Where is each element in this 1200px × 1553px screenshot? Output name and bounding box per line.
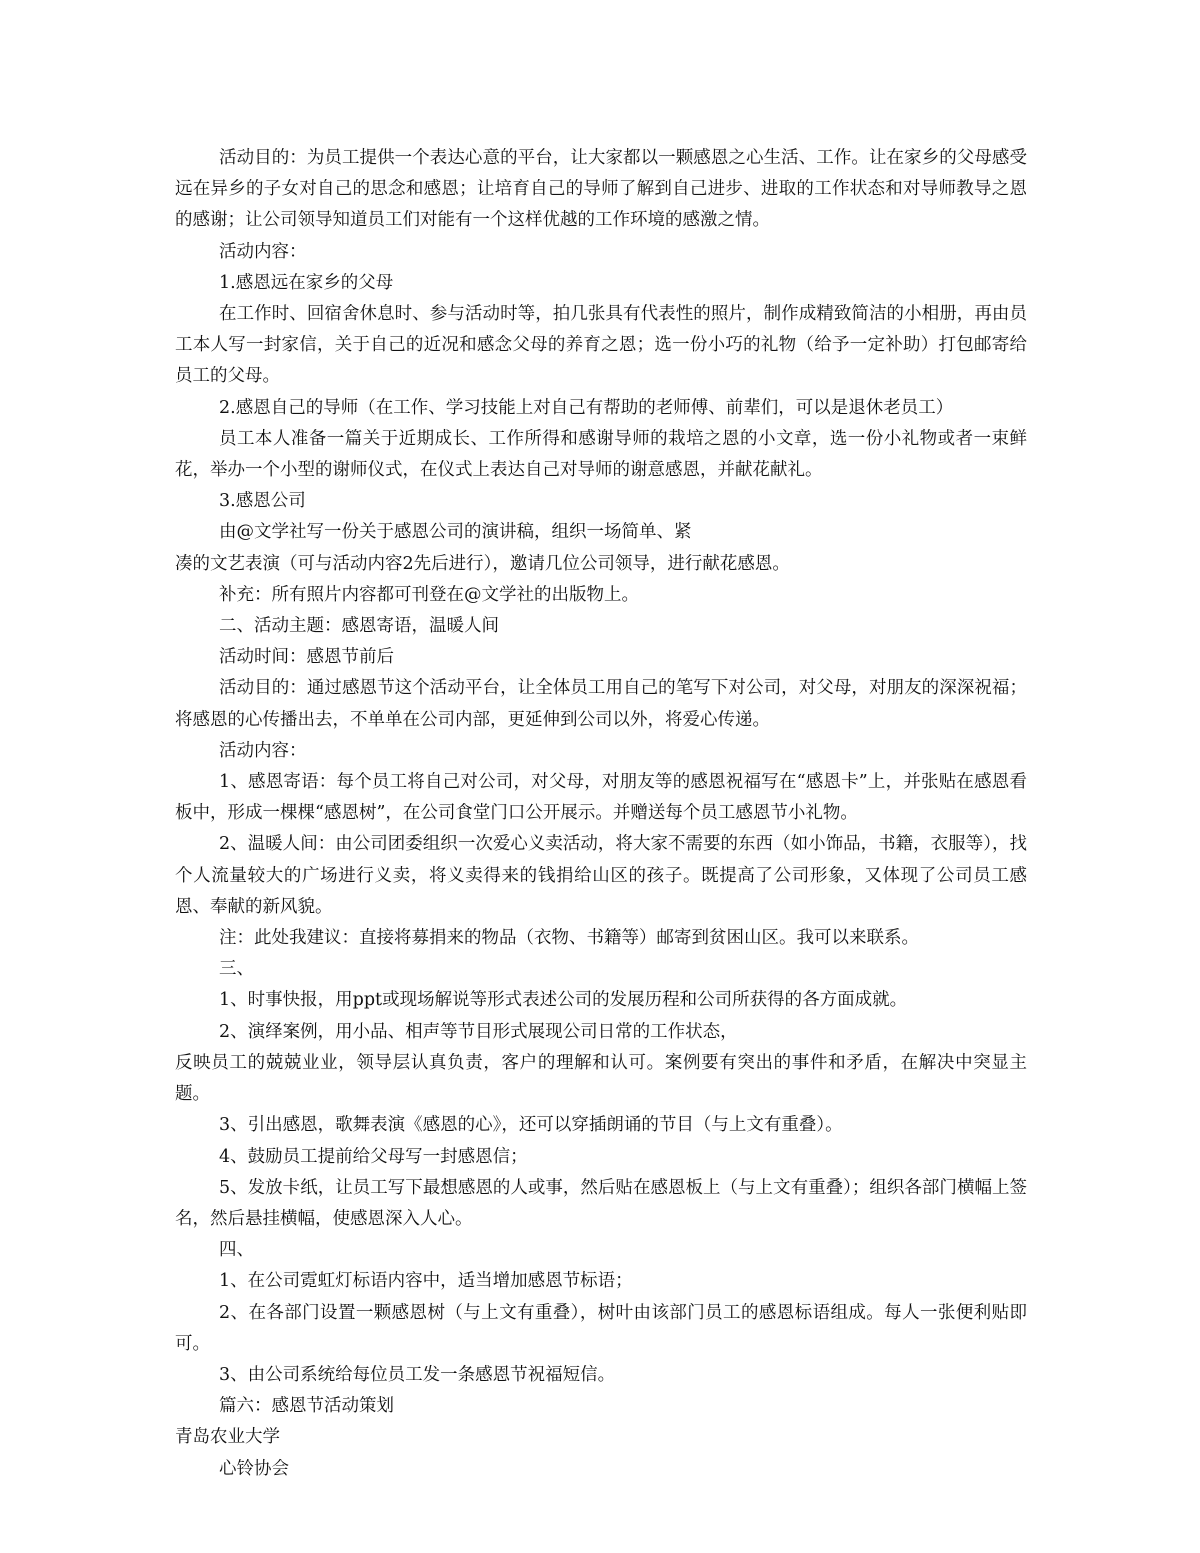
paragraph-parents-details: 在工作时、回宿舍休息时、参与活动时等，拍几张具有代表性的照片，制作成精致简洁的小相册，再由员工本人写一封家信，关于自己的近况和感念父母的养育之恩；选一份小巧的礼物（给予一定补助）打包邮寄给员工的父母。 [175, 304, 1027, 387]
paragraph-chapter-six-title: 篇六：感恩节活动策划 [219, 1396, 394, 1417]
paragraph-activity-time: 活动时间：感恩节前后 [219, 647, 394, 668]
paragraph-letter-to-parents: 4、鼓励员工提前给父母写一封感恩信； [219, 1146, 528, 1167]
paragraph-activity-purpose: 活动目的：为员工提供一个表达心意的平台，让大家都以一颗感恩之心生活、工作。让在家乡的父母感受远在异乡的子女对自己的思念和感恩；让培育自己的导师了解到自己进步、进取的工作状态和对导师教导之恩的感谢；让公司领导知道员工们对能有一个这样优越的工作环境的感激之情。 [175, 148, 1027, 231]
paragraph-thanks-tree: 2、在各部门设置一颗感恩树（与上文有重叠），树叶由该部门员工的感恩标语组成。每人一张便利贴即可。 [175, 1302, 1027, 1354]
paragraph-lead-thanks: 3、引出感恩，歌舞表演《感恩的心》，还可以穿插朗诵的节目（与上文有重叠）。 [219, 1115, 843, 1136]
paragraph-thanks-message: 1、感恩寄语：每个员工将自己对公司，对父母，对朋友等的感恩祝福写在“感恩卡”上，并张贴在感恩看板中，形成一棵棵“感恩树”，在公司食堂门口公开展示。并赠送每个员工感恩节小礼物。 [175, 772, 1027, 824]
paragraph-sms-greeting: 3、由公司系统给每位员工发一条感恩节祝福短信。 [219, 1364, 616, 1385]
paragraph-company-details-1: 由@文学社写一份关于感恩公司的演讲稿，组织一场简单、紧 [219, 522, 692, 543]
paragraph-item-thank-parents: 1.感恩远在家乡的父母 [219, 272, 394, 293]
paragraph-neon-slogans: 1、在公司霓虹灯标语内容中，适当增加感恩节标语； [219, 1271, 633, 1292]
paragraph-case-performance-2: 反映员工的兢兢业业，领导层认真负责，客户的理解和认可。案例要有突出的事件和矛盾，在解决中突显主题。 [175, 1052, 1027, 1105]
paragraph-section-two-purpose: 活动目的：通过感恩节这个活动平台，让全体员工用自己的笔写下对公司，对父母，对朋友的深深祝福；将感恩的心传播出去，不单单在公司内部，更延伸到公司以外，将爱心传递。 [175, 678, 1027, 730]
paragraph-cards: 5、发放卡纸，让员工写下最想感恩的人或事，然后贴在感恩板上（与上文有重叠）；组织各部门横幅上签名，然后悬挂横幅，使感恩深入人心。 [175, 1177, 1027, 1229]
paragraph-item-thank-mentors: 2.感恩自己的导师（在工作、学习技能上对自己有帮助的老师傅、前辈们，可以是退休老员工） [219, 397, 954, 418]
paragraph-news-flash: 1、时事快报，用ppt或现场解说等形式表述公司的发展历程和公司所获得的各方面成就。 [219, 990, 908, 1011]
paragraph-section-four-heading: 四、 [219, 1240, 254, 1261]
paragraph-case-performance-1: 2、演绎案例，用小品、相声等节目形式展现公司日常的工作状态， [219, 1021, 738, 1042]
document-body [175, 143, 1027, 1485]
paragraph-warm-world: 2、温暖人间：由公司团委组织一次爱心义卖活动，将大家不需要的东西（如小饰品，书籍，衣服等），找个人流量较大的广场进行义卖，将义卖得来的钱捐给山区的孩子。既提高了公司形象，又体现了公司员工感恩、奉献的新风貌。 [175, 834, 1027, 917]
paragraph-activity-content-label: 活动内容： [219, 241, 307, 262]
paragraph-note: 注：此处我建议：直接将募捐来的物品（衣物、书籍等）邮寄到贫困山区。我可以来联系。 [219, 928, 919, 949]
paragraph-section-three-heading: 三、 [219, 959, 254, 980]
paragraph-item-thank-company: 3.感恩公司 [219, 491, 306, 512]
paragraph-mentors-details: 员工本人准备一篇关于近期成长、工作所得和感谢导师的栽培之恩的小文章，选一份小礼物或者一束鲜花，举办一个小型的谢师仪式，在仪式上表达自己对导师的谢意感恩，并献花献礼。 [175, 428, 1027, 481]
paragraph-supplement: 补充：所有照片内容都可刊登在@文学社的出版物上。 [219, 584, 639, 605]
paragraph-section-two-content-label: 活动内容： [219, 740, 307, 761]
paragraph-company-details-2: 凑的文艺表演（可与活动内容2先后进行），邀请几位公司领导，进行献花感恩。 [175, 553, 790, 574]
paragraph-section-two-theme: 二、活动主题：感恩寄语，温暖人间 [219, 616, 499, 637]
paragraph-university-name: 青岛农业大学 [175, 1427, 280, 1448]
paragraph-association-name: 心铃协会 [219, 1458, 289, 1479]
